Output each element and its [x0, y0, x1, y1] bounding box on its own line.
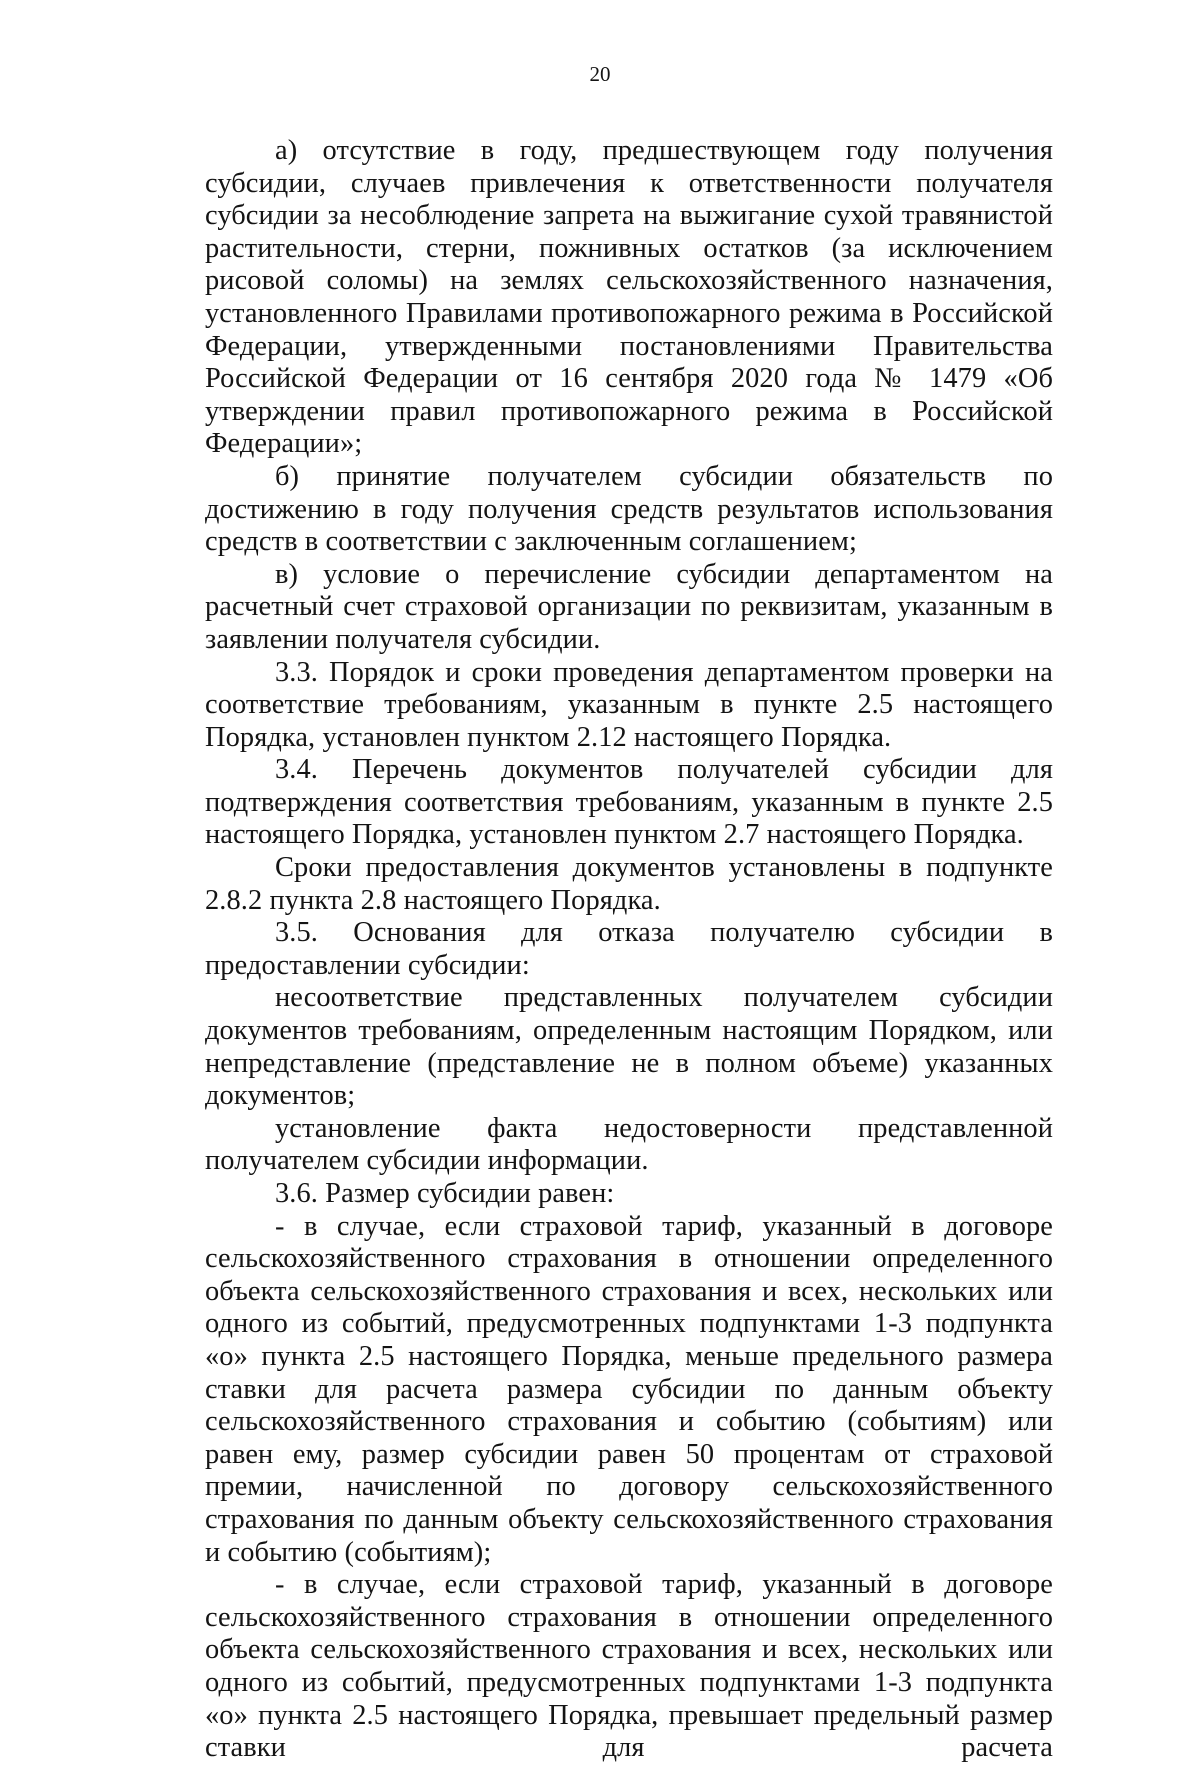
paragraph-subsidy-case-1: - в случае, если страховой тариф, указанный в договоре сельскохозяйственного страхования в отношении определенного объекта сельскохозяйственного страхования и всех, нескольких или одного из событий, предусмотренных подпунктами 1-3 подпункта «о» пункта 2.5 настоящего Порядка, меньше предельного размера ставки для расчета размера субсидии по данным объекту сельскохозяйственного страхования и событию (событиям) или равен ему, размер субсидии равен 50 процентам от страховой премии, начисленной по договору сельскохозяйственного страхования по данным объекту сельскохозяйственного страхования и событию (событиям);	[205, 1210, 1053, 1568]
paragraph-3-4: 3.4. Перечень документов получателей субсидии для подтверждения соответствия требованиям, указанным в пункте 2.5 настоящего Порядка, установлен пунктом 2.7 настоящего Порядка.	[205, 754, 1053, 851]
paragraph-refusal-ground-2: установление факта недостоверности представленной получателем субсидии информации.	[205, 1112, 1053, 1177]
paragraph-document-deadlines: Сроки предоставления документов установлены в подпункте 2.8.2 пункта 2.8 настоящего Порядка.	[205, 852, 1053, 916]
paragraph-v-transfer-condition: в) условие о перечисление субсидии департаментом на расчетный счет страховой организации по реквизитам, указанным в заявлении получателя субсидии.	[205, 558, 1053, 655]
paragraph-3-6: 3.6. Размер субсидии равен:	[275, 1178, 615, 1209]
paragraph-b-obligations: б) принятие получателем субсидии обязательств по достижению в году получения средств результатов использования средств в соответствии с заключенным соглашением;	[205, 460, 1053, 558]
paragraph-refusal-ground-1: несоответствие представленных получателем субсидии документов требованиям, определенным настоящим Порядком, или непредставление (представление не в полном объеме) указанных документов;	[205, 982, 1053, 1112]
paragraph-subsidy-case-2: - в случае, если страховой тариф, указанный в договоре сельскохозяйственного страхования в отношении определенного объекта сельскохозяйственного страхования и всех, нескольких или одного из событий, предусмотренных подпунктами 1-3 подпункта «о» пункта 2.5 настоящего Порядка, превышает предельный размер ставки для расчета	[205, 1569, 1053, 1764]
paragraph-a-absence-of-liability: а) отсутствие в году, предшествующем году получения субсидии, случаев привлечения к ответственности получателя субсидии за несоблюдение запрета на выжигание сухой травянистой растительности, стерни, пожнивных остатков (за исключением рисовой соломы) на землях сельскохозяйственного назначения, установленного Правилами противопожарного режима в Российской Федерации, утвержденными постановлениями Правительства Российской Федерации от 16 сентября 2020 года № 1479 «Об утверждении правил противопожарного режима в Российской Федерации»;	[205, 135, 1053, 460]
document-body	[205, 135, 1053, 1765]
paragraph-3-5: 3.5. Основания для отказа получателю субсидии в предоставлении субсидии:	[205, 917, 1053, 981]
paragraph-3-3: 3.3. Порядок и сроки проведения департаментом проверки на соответствие требованиям, указанным в пункте 2.5 настоящего Порядка, установлен пунктом 2.12 настоящего Порядка.	[205, 656, 1053, 753]
page-number: 20	[589, 62, 611, 86]
